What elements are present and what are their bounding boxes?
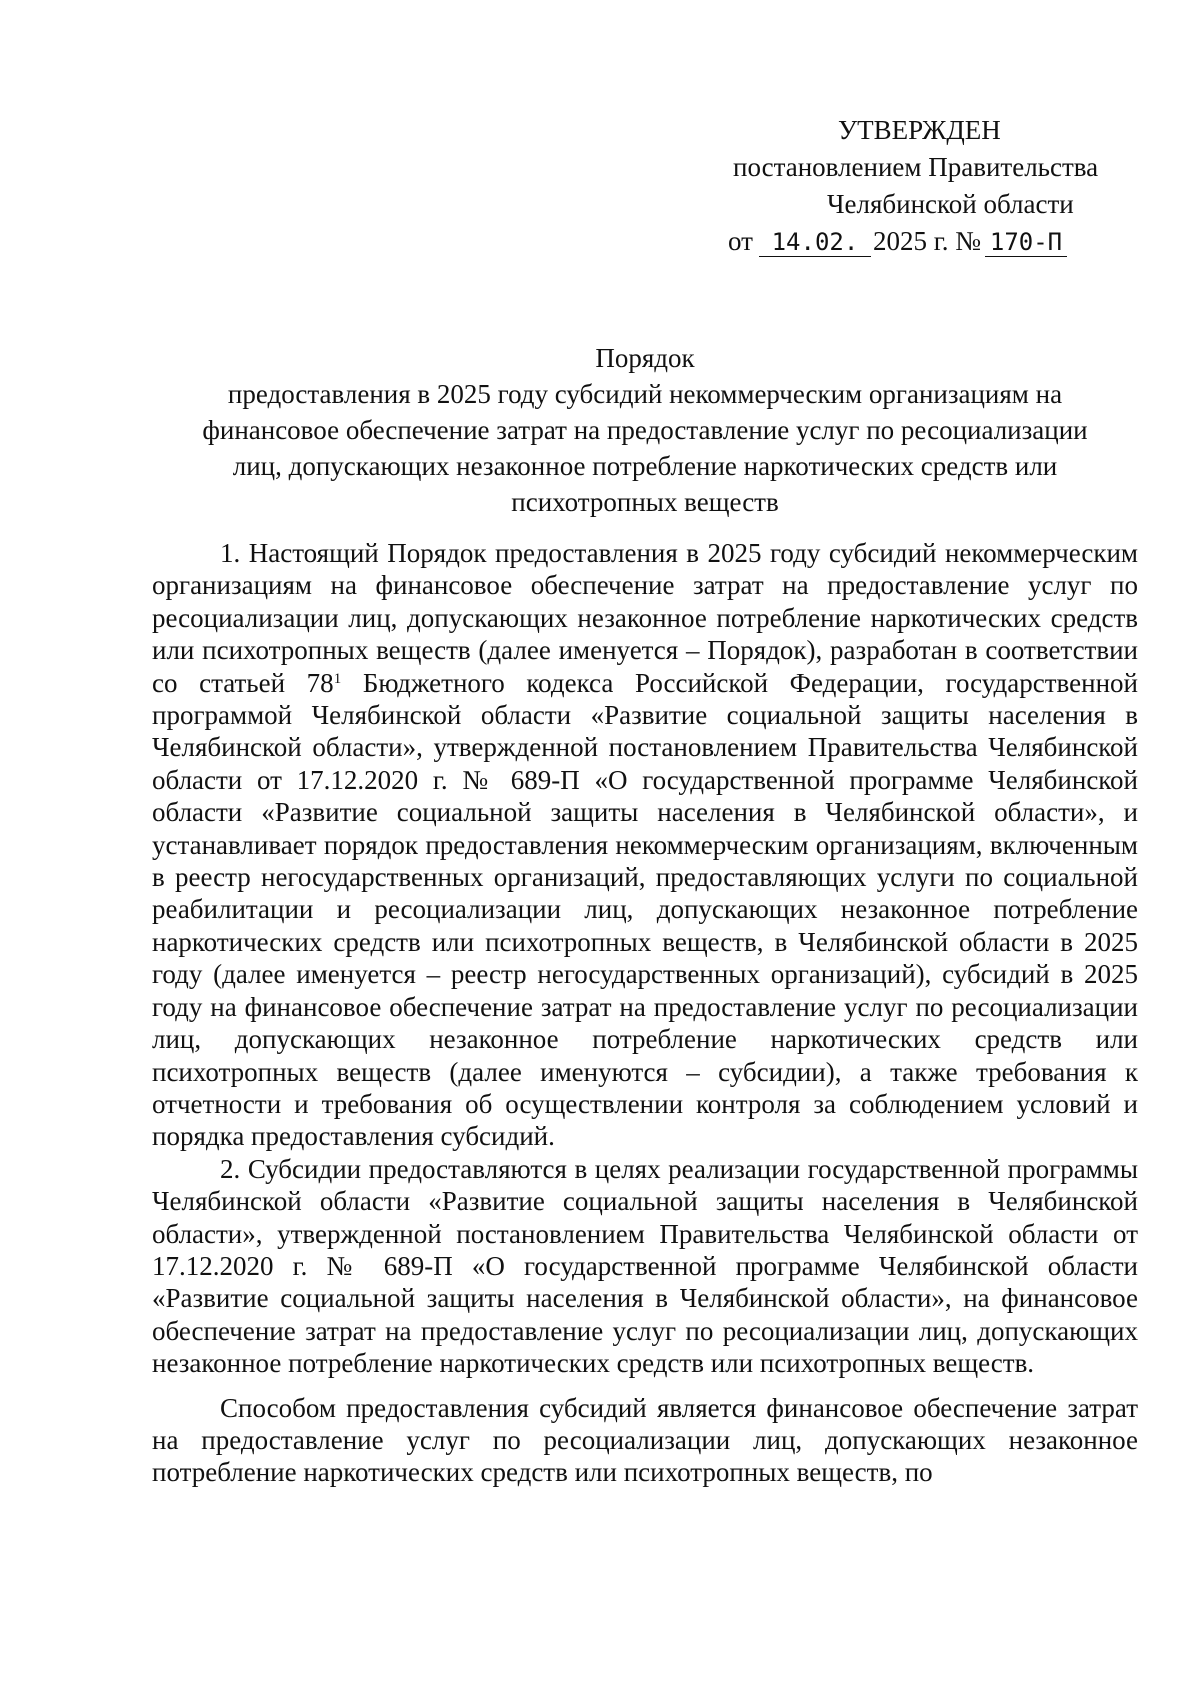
- document-body: [152, 537, 1138, 1489]
- paragraph-1-text: 1. Настоящий Порядок предоставления в 2025 году субсидий некоммерческим организациям на финансовое обеспечение затрат на предоставление услуг по ресоциализации лиц, допускающих незаконное потребление наркотических средств или психотропных веществ (далее именуется – Порядок), разработан в соответствии со статьей 78: [152, 538, 1138, 698]
- document-title: Порядок: [595, 343, 695, 373]
- article-superscript: 1: [333, 670, 342, 687]
- approval-date-line: [720, 223, 1140, 260]
- document-subtitle-line: финансовое обеспечение затрат на предоставление услуг по ресоциализации: [202, 415, 1088, 445]
- paragraph-3: Способом предоставления субсидий является финансовое обеспечение затрат на предоставление услуг по ресоциализации лиц, допускающих незаконное потребление наркотических средств или психотропных веществ, по: [152, 1392, 1138, 1488]
- paragraph-2: 2. Субсидии предоставляются в целях реализации государственной программы Челябинской области «Развитие социальной защиты населения в Челябинской области», утвержденной постановлением Правительства Челябинской области от 17.12.2020 г. № 689-П «О государственной программе Челябинской области «Развитие социальной защиты населения в Челябинской области», на финансовое обеспечение затрат на предоставление услуг по ресоциализации лиц, допускающих незаконное потребление наркотических средств или психотропных веществ.: [152, 1153, 1138, 1379]
- approval-region: Челябинской области: [827, 189, 1074, 219]
- document-subtitle-line: психотропных веществ: [511, 487, 779, 517]
- date-prefix: от: [728, 226, 753, 256]
- document-subtitle-line: лиц, допускающих незаконное потребление наркотических средств или: [232, 451, 1058, 481]
- document-title-block: [150, 340, 1140, 520]
- approval-number: 170-П: [985, 228, 1067, 257]
- approval-authority: постановлением Правительства: [733, 152, 1099, 182]
- approval-stamp-block: [720, 112, 1140, 260]
- document-subtitle-line: предоставления в 2025 году субсидий некоммерческим организациям на: [227, 379, 1063, 409]
- paragraph-1-text-cont: Бюджетного кодекса Российской Федерации, государственной программой Челябинской области «Развитие социальной защиты населения в Челябинской области», утвержденной постановлением Правительства Челябинской области от 17.12.2020 г. № 689-П «О государственной программе Челябинской области «Развитие социальной защиты населения в Челябинской области», и устанавливает порядок предоставления некоммерческим организациям, включенным в реестр негосударственных организаций, предоставляющих услуги по социальной реабилитации и ресоциализации лиц, допускающих незаконное потребление наркотических средств или психотропных веществ, в Челябинской области в 2025 году (далее именуется – реестр негосударственных организаций), субсидий в 2025 году на финансовое обеспечение затрат на предоставление услуг по ресоциализации лиц, допускающих незаконное потребление наркотических средств или психотропных веществ (далее именуются – субсидии), а также требования к отчетности и требования об осуществлении контроля за соблюдением условий и порядка предоставления субсидий.: [152, 667, 1138, 1152]
- approval-heading: УТВЕРЖДЕН: [838, 115, 1001, 145]
- paragraph-1: [152, 537, 1138, 1153]
- approval-date-value: 14.02.: [759, 228, 871, 257]
- date-suffix: 2025 г. №: [872, 226, 981, 256]
